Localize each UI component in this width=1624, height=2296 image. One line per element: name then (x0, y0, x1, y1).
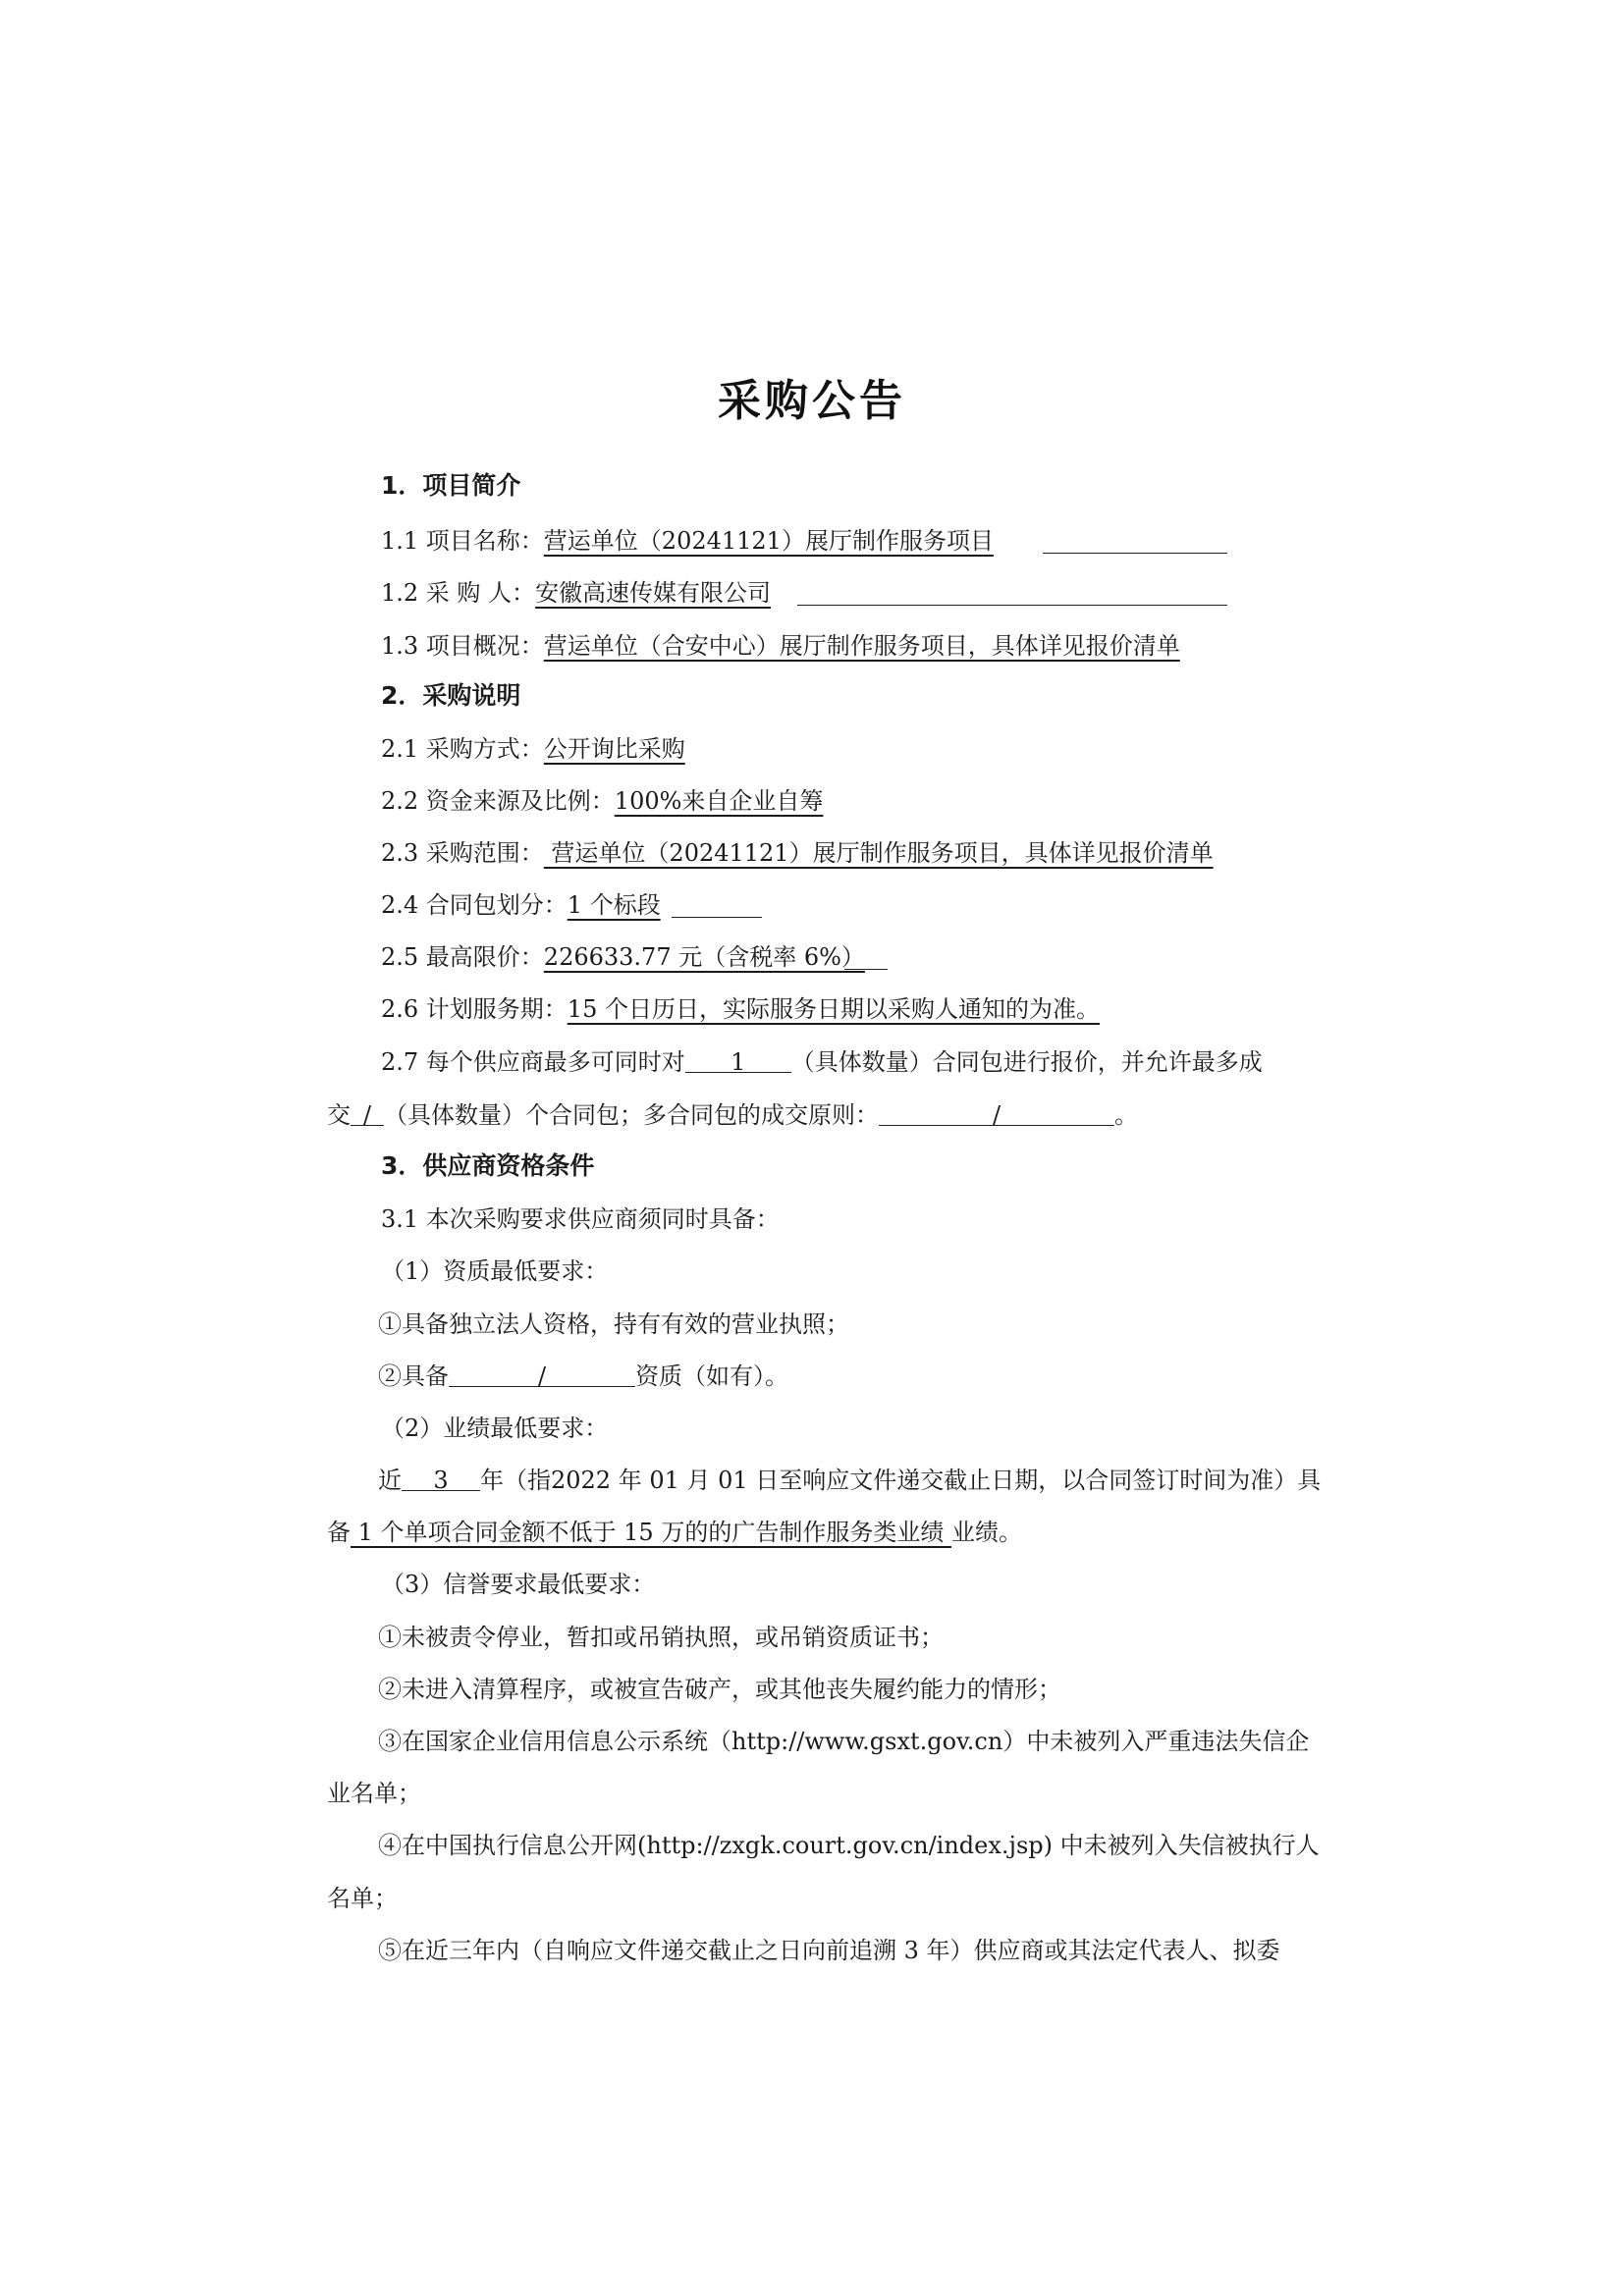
item-2-7-text: 。 (1114, 1101, 1138, 1129)
performance-text: 年（指2022 年 01 月 01 日至响应文件递交截止日期，以合同签订时间为准）具 (480, 1467, 1322, 1494)
blank-field: / (351, 1099, 384, 1126)
purchaser-value: 安徽高速传媒有限公司 (535, 579, 772, 607)
item-2-7 (381, 1046, 1263, 1078)
blank-field: / (879, 1099, 1114, 1126)
service-period-value: 15 个日历日，实际服务日期以采购人通知的为准。 (567, 995, 1100, 1023)
performance-requirement (378, 1465, 1321, 1496)
project-name-value: 营运单位（20241121）展厅制作服务项目 (543, 527, 994, 555)
performance-value: 1 个单项合同金额不低于 15 万的的广告制作服务类业绩 (351, 1519, 951, 1546)
item-3-1: 3.1 本次采购要求供应商须同时具备： (381, 1205, 780, 1233)
qualification-item-2-text: ②具备 (378, 1362, 449, 1390)
section-3-heading: 3．供应商资格条件 (381, 1151, 595, 1180)
underline-rule (672, 917, 762, 918)
credit-item-4: ④在中国执行信息公开网(http://zxgk.court.gov.cn/index.jsp) 中未被列入失信被执行人 (378, 1832, 1320, 1859)
section-2-heading: 2．采购说明 (381, 681, 521, 710)
contract-package-value: 1 个标段 (567, 891, 661, 919)
page-title: 采购公告 (718, 376, 906, 426)
item-1-2 (381, 577, 771, 609)
performance-text: 备 (327, 1519, 351, 1546)
credit-item-2: ②未进入清算程序，或被宣告破产，或其他丧失履约能力的情形； (378, 1676, 1061, 1703)
qualification-item-1: ①具备独立法人资格，持有有效的营业执照； (378, 1310, 849, 1338)
credit-heading: （3）信誉要求最低要求： (381, 1571, 656, 1598)
performance-text: 近 (378, 1467, 402, 1494)
max-price-value: 226633.77 元（含税率 6%） (543, 943, 865, 971)
item-2-7-text: （具体数量）个合同包；多合同包的成交原则： (384, 1101, 879, 1129)
item-1-3-label: 1.3 项目概况： (381, 632, 544, 660)
item-1-1-label: 1.1 项目名称： (381, 527, 544, 555)
item-1-3 (381, 630, 1180, 662)
credit-item-3: ③在国家企业信用信息公示系统（http://www.gsxt.gov.cn）中未被列入严重违法失信企 (378, 1728, 1310, 1755)
underline-rule (844, 969, 888, 970)
item-2-6-label: 2.6 计划服务期： (381, 995, 568, 1023)
item-2-3-label: 2.3 采购范围： (381, 839, 544, 867)
qualification-item-2 (378, 1361, 788, 1392)
procurement-scope-value: 营运单位（20241121）展厅制作服务项目，具体详见报价清单 (543, 839, 1214, 867)
credit-item-1: ①未被责令停业，暂扣或吊销执照，或吊销资质证书； (378, 1624, 944, 1651)
item-2-1-label: 2.1 采购方式： (381, 735, 544, 763)
item-1-2-label: 1.2 采 购 人： (381, 579, 536, 607)
item-2-3 (381, 837, 1214, 869)
underline-rule (1043, 553, 1227, 554)
item-2-4 (381, 889, 661, 921)
performance-text: 业绩。 (950, 1519, 1022, 1546)
item-2-7-continued (327, 1099, 1138, 1131)
credit-item-4-continued: 名单； (327, 1885, 398, 1912)
qualification-heading: （1）资质最低要求： (381, 1257, 609, 1285)
blank-field: / (449, 1361, 635, 1387)
performance-requirement-continued (327, 1517, 1022, 1548)
project-overview-value: 营运单位（合安中心）展厅制作服务项目，具体详见报价清单 (543, 632, 1180, 660)
funding-source-value: 100%来自企业自筹 (614, 787, 824, 815)
item-2-2-label: 2.2 资金来源及比例： (381, 787, 615, 815)
item-2-2 (381, 785, 823, 817)
blank-field: 3 (402, 1465, 480, 1491)
item-2-7-text: （具体数量）合同包进行报价，并允许最多成 (790, 1048, 1263, 1076)
section-1-heading: 1．项目简介 (381, 471, 521, 500)
item-2-7-text: 交 (327, 1101, 351, 1129)
performance-heading: （2）业绩最低要求： (381, 1415, 609, 1442)
item-2-1 (381, 733, 685, 765)
item-2-4-label: 2.4 合同包划分： (381, 891, 568, 919)
procurement-method-value: 公开询比采购 (543, 735, 685, 763)
underline-rule (797, 605, 1227, 606)
credit-item-5: ⑤在近三年内（自响应文件递交截止之日向前追溯 3 年）供应商或其法定代表人、拟委 (378, 1937, 1280, 1964)
item-1-1 (381, 525, 994, 557)
item-2-6 (381, 993, 1100, 1025)
qualification-item-2-text: 资质（如有）。 (635, 1362, 788, 1390)
item-2-5-label: 2.5 最高限价： (381, 943, 544, 971)
item-2-5 (381, 941, 865, 973)
blank-field: 1 (685, 1046, 791, 1073)
credit-item-3-continued: 业名单； (327, 1780, 421, 1807)
item-2-7-text: 2.7 每个供应商最多可同时对 (381, 1048, 685, 1076)
